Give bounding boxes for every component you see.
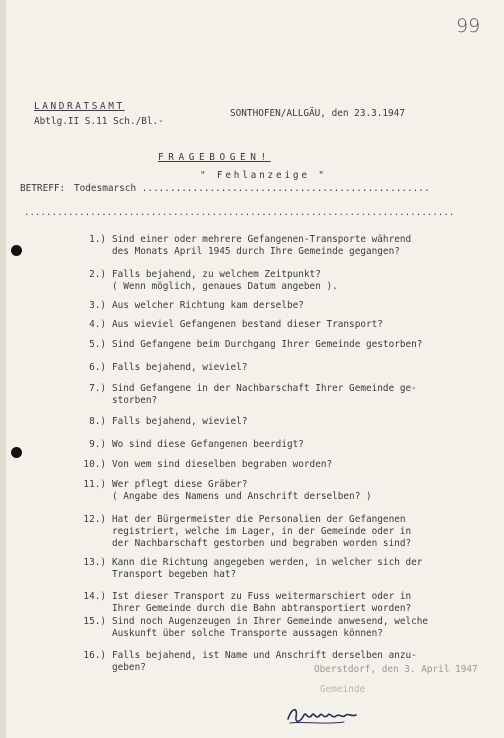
stamp-date: Oberstdorf, den 3. April 1947 — [314, 664, 478, 675]
question-text: Falls bejahend, zu welchem Zeitpunkt? ( Wenn möglich, genaues Datum angeben ). — [112, 269, 338, 292]
question-number: 8.) — [89, 416, 106, 427]
question-number: 15.) — [83, 616, 106, 627]
question-text: Aus wieviel Gefangenen bestand dieser Transport? — [112, 319, 383, 330]
signature-icon — [284, 703, 364, 729]
question-item — [80, 479, 500, 503]
question-text: Ist dieser Transport zu Fuss weitermarschiert oder in Ihrer Gemeinde durch die Bahn abtransportiert worden? — [112, 591, 412, 614]
question-item — [80, 234, 500, 258]
question-item — [80, 591, 500, 615]
question-item — [80, 616, 500, 640]
punch-hole — [11, 245, 22, 256]
question-text: Falls bejahend, wieviel? — [112, 362, 248, 373]
stamp-municipality: Gemeinde — [320, 684, 366, 695]
question-item — [80, 514, 500, 550]
question-number: 3.) — [89, 300, 106, 311]
question-number: 16.) — [83, 650, 106, 661]
question-text: Aus welcher Richtung kam derselbe? — [112, 300, 304, 311]
paper-edge — [0, 0, 6, 738]
question-number: 9.) — [89, 439, 106, 450]
question-item — [80, 557, 500, 581]
question-item — [80, 459, 500, 471]
subject-text: Todesmarsch ................................................... — [74, 183, 430, 194]
form-title: FRAGEBOGEN! — [158, 152, 271, 163]
question-text: Sind einer oder mehrere Gefangenen-Transporte während des Monats April 1945 durch Ihre Gemeinde gegangen? — [112, 234, 412, 257]
question-number: 1.) — [89, 234, 106, 245]
question-number: 13.) — [83, 557, 106, 568]
question-item — [80, 339, 500, 351]
question-item — [80, 300, 500, 312]
question-item — [80, 416, 500, 428]
divider-line: .............................................................................. — [24, 208, 455, 218]
punch-hole — [11, 447, 22, 458]
question-text: Sind noch Augenzeugen in Ihrer Gemeinde anwesend, welche Auskunft über solche Transporte aussagen können? — [112, 616, 429, 639]
question-text: Falls bejahend, wieviel? — [112, 416, 248, 427]
question-number: 4.) — [89, 319, 106, 330]
question-number: 6.) — [89, 362, 106, 373]
question-text: Sind Gefangene beim Durchgang Ihrer Gemeinde gestorben? — [112, 339, 423, 350]
question-item — [80, 319, 500, 331]
place-date: SONTHOFEN/ALLGÄU, den 23.3.1947 — [230, 108, 405, 119]
question-item — [80, 362, 500, 374]
office-department: Abtlg.II S.11 Sch./Bl.- — [34, 116, 164, 127]
question-text: Kann die Richtung angegeben werden, in welcher sich der Transport begeben hat? — [112, 557, 423, 580]
question-number: 2.) — [89, 269, 106, 280]
subject-header: " Fehlanzeige " — [200, 170, 327, 181]
subject-label: BETREFF: — [20, 183, 66, 194]
question-number: 11.) — [83, 479, 106, 490]
question-text: Von wem sind dieselben begraben worden? — [112, 459, 333, 470]
question-text: Hat der Bürgermeister die Personalien der Gefangenen registriert, welche im Lager, in der Gemeinde oder in der Nachbarschaft gestorben und begraben worden sind? — [112, 514, 412, 549]
question-number: 5.) — [89, 339, 106, 350]
office-title: LANDRATSAMT — [34, 101, 125, 112]
question-text: Sind Gefangene in der Nachbarschaft Ihrer Gemeinde ge- storben? — [112, 383, 417, 406]
question-item — [80, 383, 500, 407]
question-number: 7.) — [89, 383, 106, 394]
question-text: Falls bejahend, ist Name und Anschrift derselben anzu- geben? — [112, 650, 417, 673]
question-number: 14.) — [83, 591, 106, 602]
question-text: Wo sind diese Gefangenen beerdigt? — [112, 439, 304, 450]
question-number: 10.) — [83, 459, 106, 470]
page-number: 99 — [456, 15, 481, 37]
question-text: Wer pflegt diese Gräber? ( Angabe des Namens und Anschrift derselben? ) — [112, 479, 372, 502]
question-number: 12.) — [83, 514, 106, 525]
question-item — [80, 269, 500, 293]
question-item — [80, 439, 500, 451]
